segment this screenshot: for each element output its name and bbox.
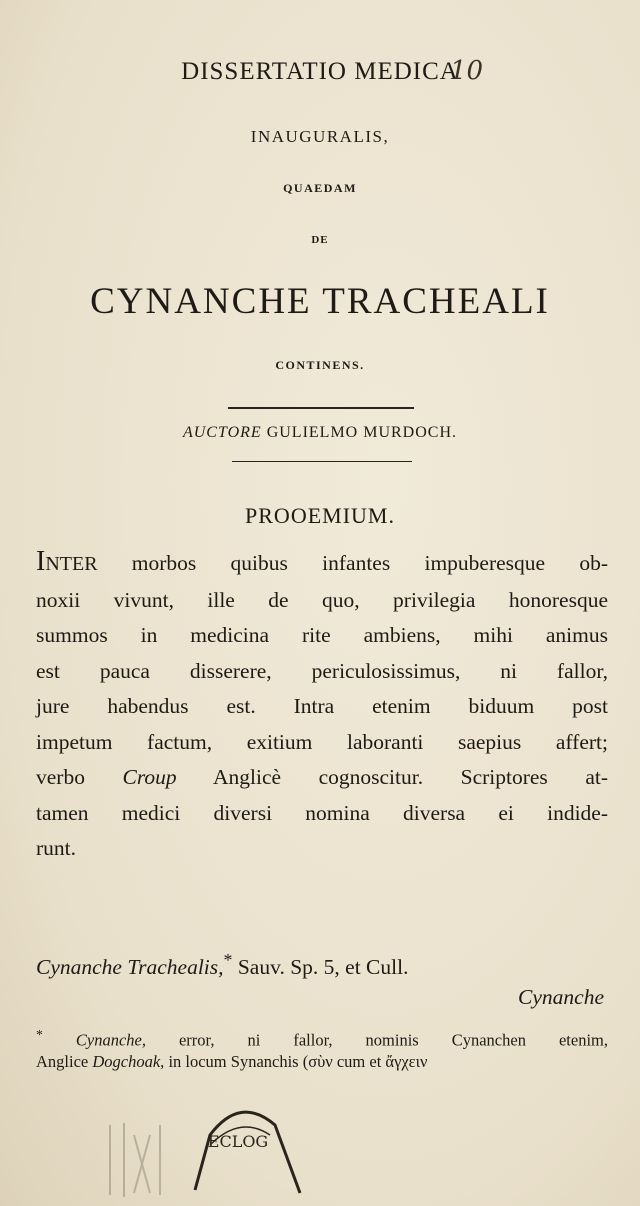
footnote-text: error, ni fallor, nominis Cynanchen etenim, [145, 1030, 608, 1050]
italic-word: Croup [122, 765, 177, 789]
paragraph-line: tamen medici diversi nomina diversa ei indide- [36, 800, 608, 825]
top-divider [228, 407, 414, 409]
citation-line [36, 950, 608, 980]
title-line-continens: CONTINENS. [275, 358, 365, 372]
footnote-mark: * [36, 1027, 43, 1042]
footnote-line [36, 1049, 608, 1075]
dissertation-title: DISSERTATIO MEDICA [181, 58, 459, 85]
author-name: GULIELMO MURDOCH. [266, 424, 458, 441]
footnote-italic: Cynanche, [42, 1030, 146, 1050]
paragraph-line: summos in medicina rite ambiens, mihi animus [36, 623, 608, 647]
line-text: verbo [36, 765, 123, 789]
footnote-text: Anglice [36, 1052, 93, 1071]
paragraph-line: impetum factum, exitium laboranti saepius affert; [36, 729, 608, 754]
paragraph-line: runt. [36, 836, 77, 860]
footnote-italic: Dogchoak, [92, 1052, 165, 1071]
title-line-inauguralis: INAUGURALIS, [250, 127, 390, 146]
author-prefix: AUCTORE [182, 424, 262, 441]
paragraph-line [36, 760, 608, 796]
small-caps-word: NTER [45, 553, 98, 575]
paragraph-line: jure habendus est. Intra etenim biduum post [36, 694, 608, 718]
drop-cap: I [36, 546, 46, 577]
stamp-text: ECLOG [207, 1132, 269, 1151]
footnote-text: in locum Synanchis (σὺν cum et ἄγχειν [164, 1052, 428, 1071]
main-title: CYNANCHE TRACHEALI [90, 281, 550, 322]
paragraph-line: est pauca disserere, periculosissimus, ni fallor, [36, 658, 608, 683]
paragraph-line: noxii vivunt, ille de quo, privilegia honoresque [36, 587, 608, 612]
body-paragraph [36, 544, 608, 867]
footnote-mark: * [223, 950, 233, 970]
line-text: morbos quibus infantes impuberesque ob- [97, 551, 608, 575]
citation-italic: Cynanche Trachealis, [36, 955, 224, 980]
handwritten-page-number: 10 [450, 56, 484, 86]
author-line [0, 424, 640, 442]
section-title: PROOEMIUM. [245, 503, 395, 528]
library-stamp-icon [90, 1075, 390, 1206]
line-text: Anglicè cognoscitur. Scriptores at- [176, 765, 608, 789]
citation-text: Sauv. Sp. 5, et Cull. [232, 955, 409, 980]
catchword: Cynanche [518, 985, 604, 1009]
title-line-quaedam: QUAEDAM [283, 181, 357, 195]
bottom-divider [232, 461, 412, 462]
title-line-de: DE [311, 234, 329, 246]
paragraph-line [36, 544, 608, 583]
